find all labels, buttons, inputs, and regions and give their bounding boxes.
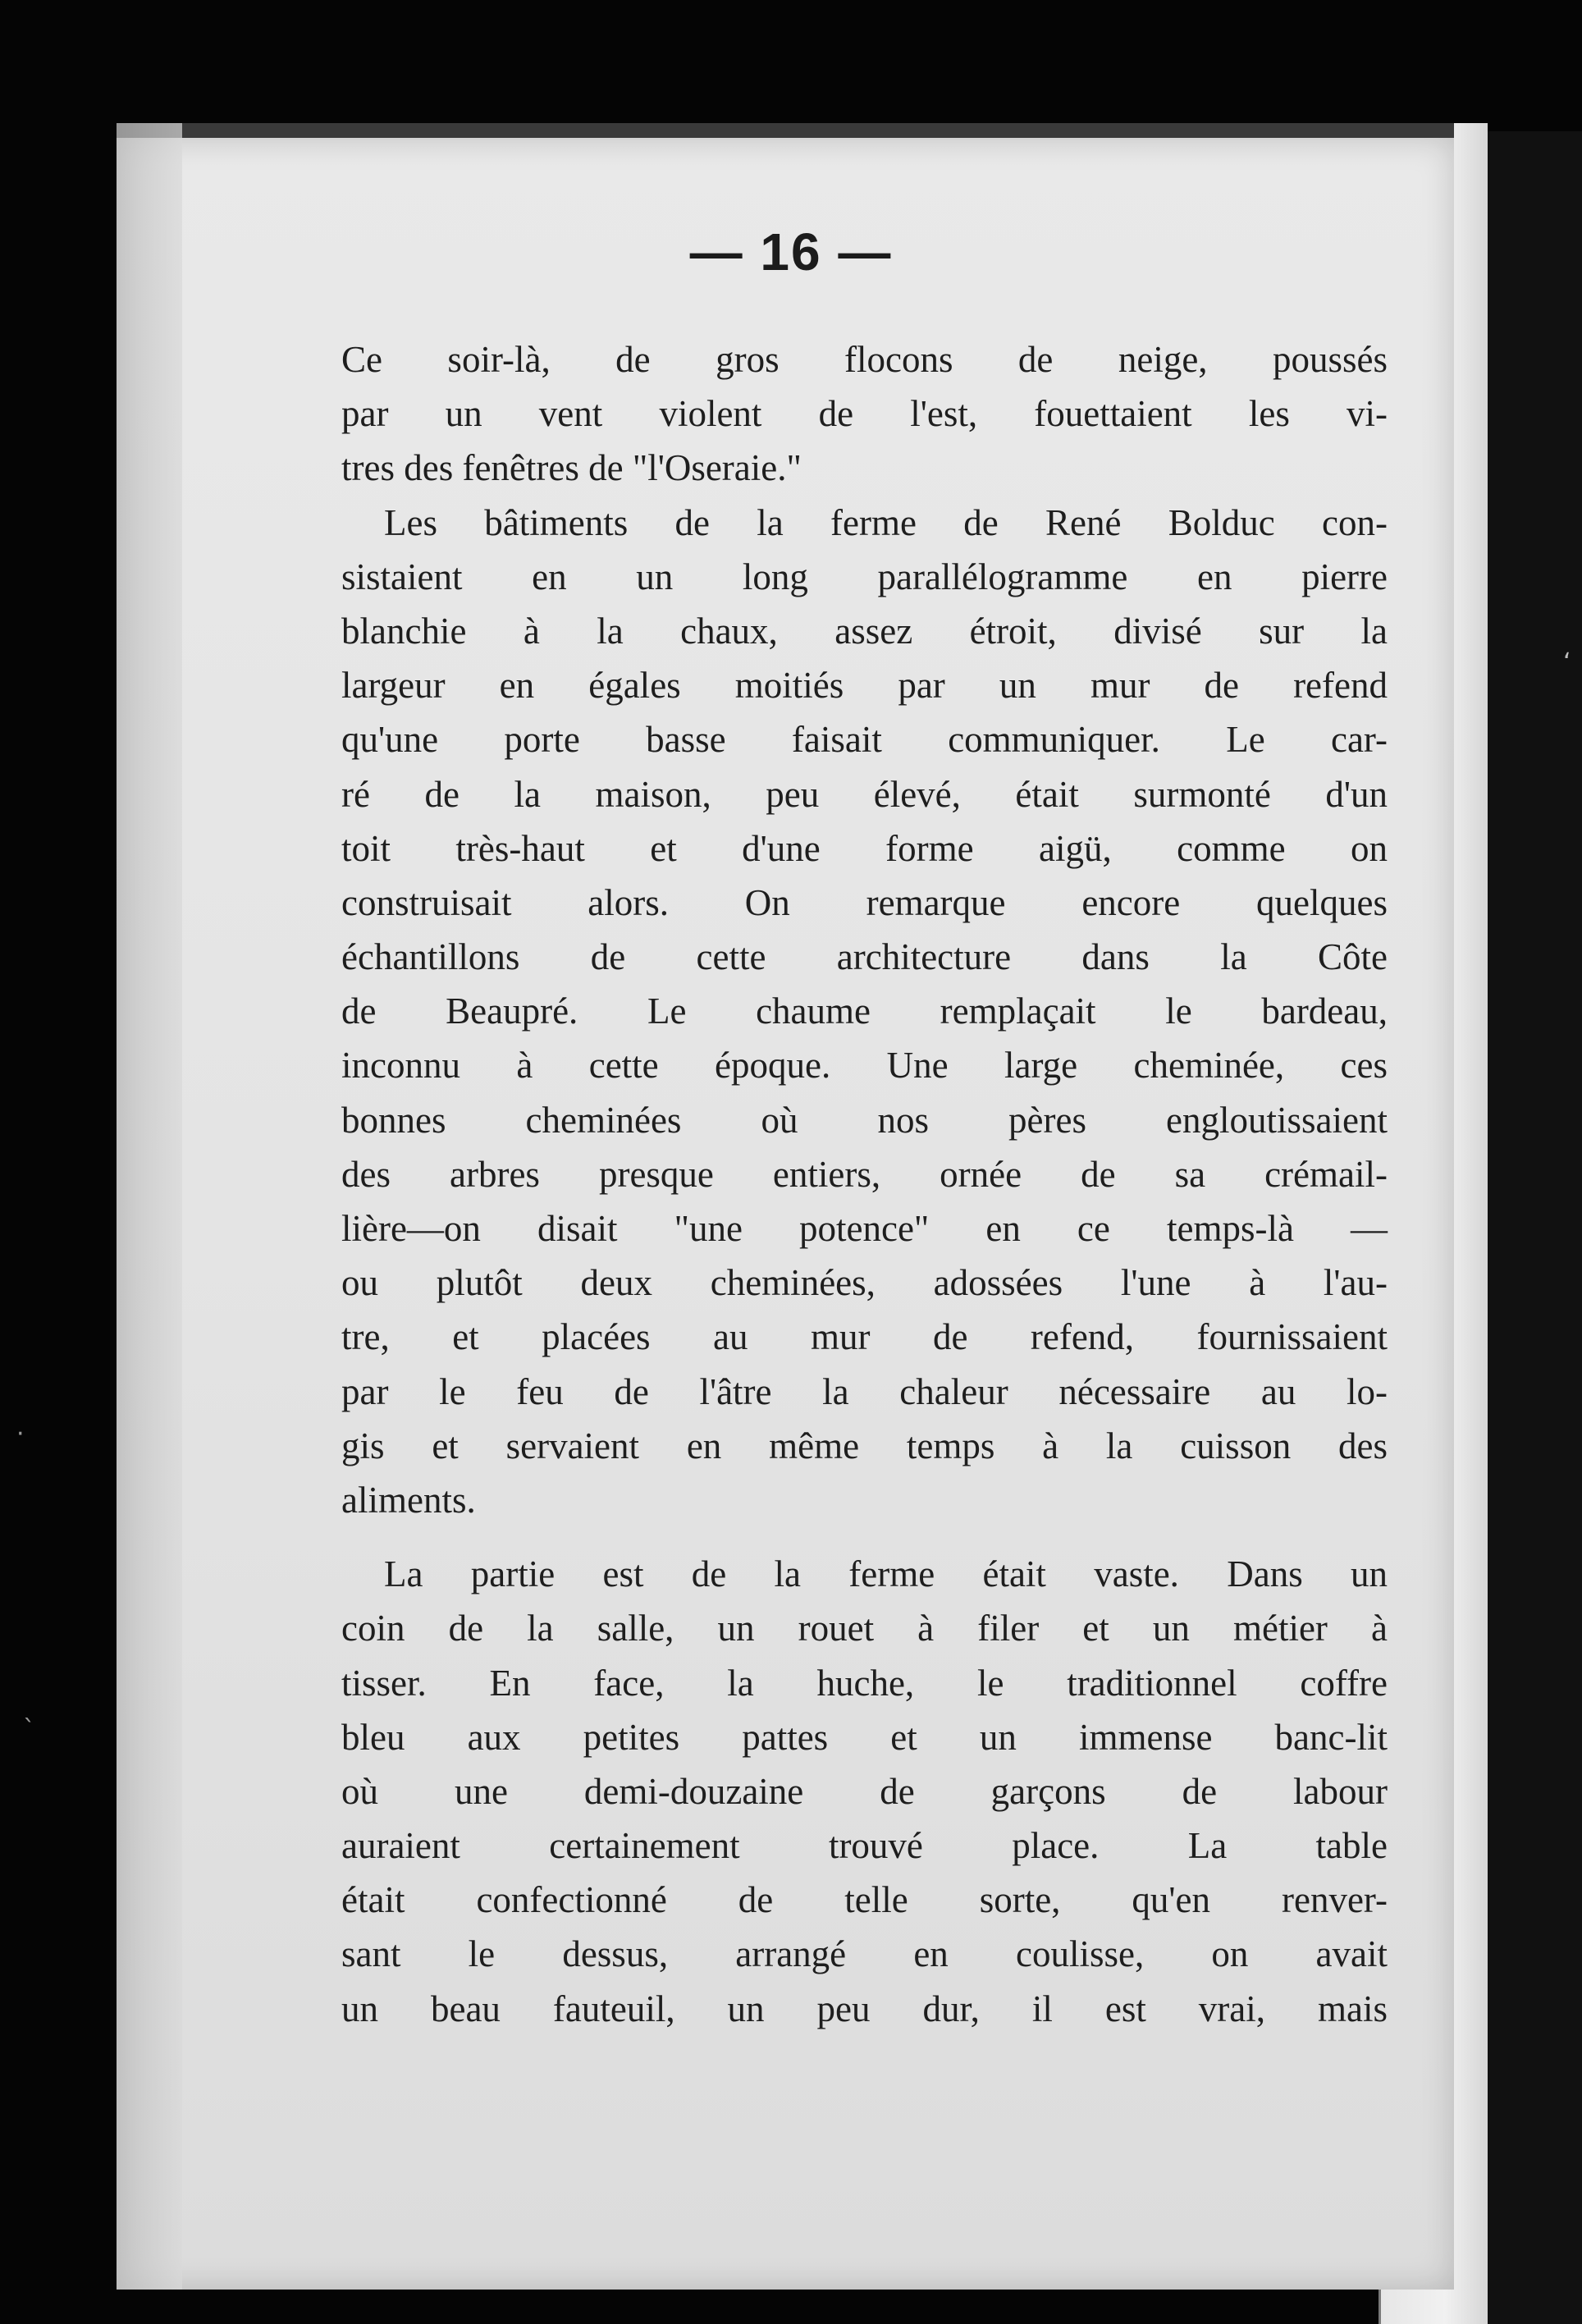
text-line: de Beaupré. Le chaume remplaçait le bardeau, — [341, 990, 1388, 1032]
paragraph-gap — [341, 1527, 1388, 1547]
text-line: par un vent violent de l'est, fouettaient les vi- — [341, 393, 1388, 435]
paragraph — [341, 1547, 1388, 2036]
text-line: inconnu à cette époque. Une large cheminée, ces — [341, 1045, 1388, 1087]
text-line: ré de la maison, peu élevé, était surmonté d'un — [341, 773, 1388, 815]
text-line: était confectionné de telle sorte, qu'en renver- — [341, 1879, 1388, 1921]
text-line: qu'une porte basse faisait communiquer. Le car- — [341, 719, 1388, 761]
text-line: La partie est de la ferme était vaste. Dans un — [384, 1553, 1388, 1595]
stray-mark: ʻ — [1563, 648, 1571, 677]
text-line: ou plutôt deux cheminées, adossées l'une à l'au- — [341, 1262, 1388, 1304]
text-line: par le feu de l'âtre la chaleur nécessaire au lo- — [341, 1370, 1388, 1412]
text-line: blanchie à la chaux, assez étroit, divisé sur la — [341, 610, 1388, 652]
text-line: bonnes cheminées où nos pères engloutissaient — [341, 1099, 1388, 1141]
page-number: — 16 — — [689, 222, 893, 281]
text-line: échantillons de cette architecture dans la Côte — [341, 936, 1388, 978]
stray-mark: · — [16, 1420, 25, 1448]
text-line: Les bâtiments de la ferme de René Bolduc con- — [384, 501, 1388, 543]
body-text — [341, 332, 1388, 2036]
page-binding-strip — [117, 123, 182, 2290]
text-line: tres des fenêtres de "l'Oseraie." — [341, 447, 802, 489]
text-line: lière—on disait "une potence" en ce temps-là — — [341, 1208, 1388, 1249]
text-line: Ce soir-là, de gros flocons de neige, poussés — [341, 339, 1388, 380]
text-line: sant le dessus, arrangé en coulisse, on avait — [341, 1933, 1388, 1975]
text-line: où une demi-douzaine de garçons de labour — [341, 1770, 1388, 1812]
background-right-dark — [1473, 131, 1582, 2324]
text-line: bleu aux petites pattes et un immense banc-lit — [341, 1716, 1388, 1758]
stray-mark: ˋ — [23, 1715, 35, 1744]
text-line: un beau fauteuil, un peu dur, il est vrai, mais — [341, 1988, 1388, 2029]
text-line: construisait alors. On remarque encore quelques — [341, 881, 1388, 923]
text-line: tre, et placées au mur de refend, fournissaient — [341, 1316, 1388, 1358]
text-line: coin de la salle, un rouet à filer et un métier à — [341, 1608, 1388, 1649]
text-line: toit très-haut et d'une forme aigü, comme on — [341, 827, 1388, 869]
text-line: largeur en égales moitiés par un mur de refend — [341, 665, 1388, 707]
text-line: aliments. — [341, 1479, 476, 1521]
paragraph — [341, 496, 1388, 1528]
paragraph — [341, 332, 1388, 496]
text-line: des arbres presque entiers, ornée de sa crémail- — [341, 1153, 1388, 1195]
text-line: auraient certainement trouvé place. La table — [341, 1825, 1388, 1867]
text-line: tisser. En face, la huche, le traditionnel coffre — [341, 1662, 1388, 1704]
text-line: sistaient en un long parallélogramme en pierre — [341, 556, 1388, 597]
text-line: gis et servaient en même temps à la cuisson des — [341, 1425, 1388, 1466]
